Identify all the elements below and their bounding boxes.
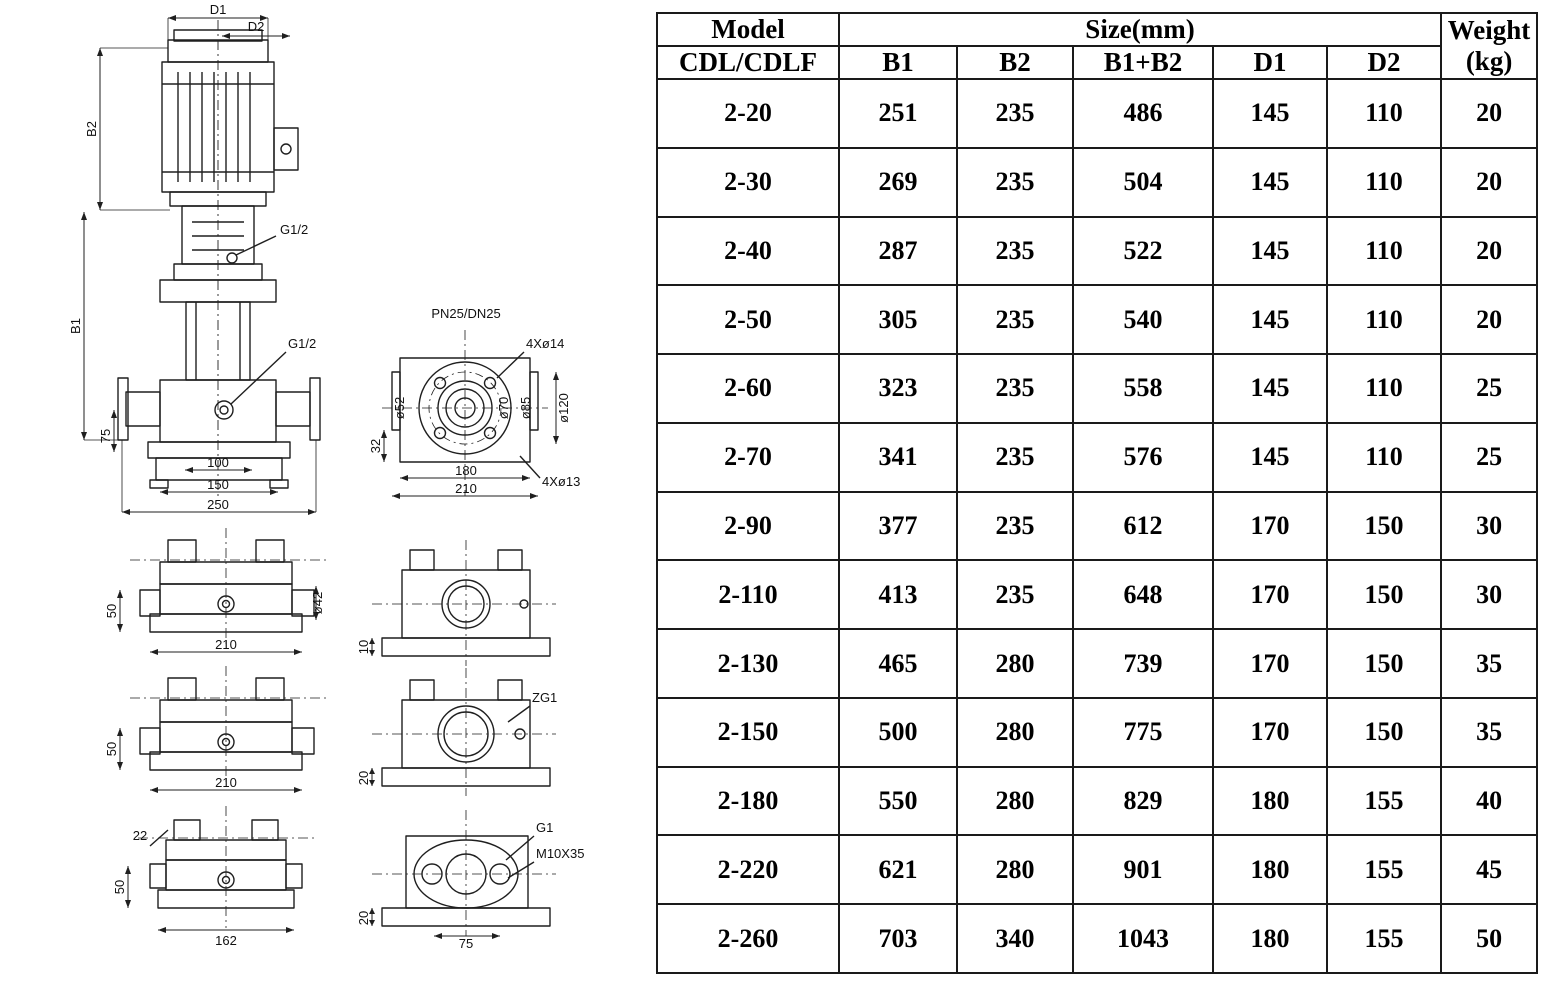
cell-d2: 110	[1327, 423, 1441, 492]
cell-b2: 235	[957, 492, 1073, 561]
cell-d2: 150	[1327, 698, 1441, 767]
label-150: 150	[207, 477, 229, 492]
cell-d1: 170	[1213, 560, 1327, 629]
label-100: 100	[207, 455, 229, 470]
cell-d1: 170	[1213, 492, 1327, 561]
cell-b1: 550	[839, 767, 957, 836]
cell-sum: 504	[1073, 148, 1213, 217]
label-g12-upper: G1/2	[280, 222, 309, 237]
cell-b2: 235	[957, 217, 1073, 286]
label-zg1: ZG1	[532, 690, 558, 705]
cell-model: 2-70	[657, 423, 839, 492]
header-sub-model: CDL/CDLF	[657, 46, 839, 79]
cell-d2: 155	[1327, 904, 1441, 973]
cell-weight: 45	[1441, 835, 1537, 904]
cell-weight: 25	[1441, 354, 1537, 423]
cell-model: 2-20	[657, 79, 839, 148]
label-d85: ø85	[518, 396, 533, 420]
table-row	[657, 148, 1537, 217]
cell-d2: 110	[1327, 285, 1441, 354]
table-row	[657, 767, 1537, 836]
label-m10: M10X35	[536, 846, 585, 861]
label-b1: B1	[68, 318, 83, 334]
cell-model: 2-30	[657, 148, 839, 217]
cell-weight: 30	[1441, 560, 1537, 629]
cell-b1: 465	[839, 629, 957, 698]
label-20-b: 20	[356, 770, 371, 786]
label-g1: G1	[536, 820, 554, 835]
cell-b1: 377	[839, 492, 957, 561]
cell-model: 2-220	[657, 835, 839, 904]
label-d42: ø42	[310, 591, 325, 615]
label-50-b: 50	[104, 741, 119, 757]
cell-weight: 20	[1441, 79, 1537, 148]
header-model: Model	[657, 13, 839, 46]
cell-model: 2-260	[657, 904, 839, 973]
label-d120: ø120	[556, 393, 571, 423]
cell-model: 2-110	[657, 560, 839, 629]
cell-d2: 110	[1327, 148, 1441, 217]
cell-model: 2-150	[657, 698, 839, 767]
table-row	[657, 629, 1537, 698]
label-g12-lower: G1/2	[288, 336, 317, 351]
cell-sum: 829	[1073, 767, 1213, 836]
label-d2: D2	[247, 19, 265, 34]
header-weight-line1: Weight	[1447, 14, 1531, 45]
header-sub-b1: B1	[839, 46, 957, 79]
cell-sum: 540	[1073, 285, 1213, 354]
cell-sum: 775	[1073, 698, 1213, 767]
table-row	[657, 904, 1537, 973]
cell-d2: 155	[1327, 767, 1441, 836]
cell-b1: 287	[839, 217, 957, 286]
label-250: 250	[207, 497, 229, 512]
label-75-base: 75	[458, 936, 474, 951]
cell-b1: 621	[839, 835, 957, 904]
pump-dimension-drawing	[0, 0, 648, 1000]
table-row	[657, 492, 1537, 561]
cell-b2: 280	[957, 698, 1073, 767]
cell-sum: 1043	[1073, 904, 1213, 973]
cell-d1: 180	[1213, 904, 1327, 973]
cell-d1: 180	[1213, 767, 1327, 836]
cell-b1: 269	[839, 148, 957, 217]
cell-weight: 40	[1441, 767, 1537, 836]
cell-sum: 486	[1073, 79, 1213, 148]
cell-d1: 145	[1213, 217, 1327, 286]
cell-b2: 235	[957, 79, 1073, 148]
cell-b2: 235	[957, 148, 1073, 217]
label-210-b: 210	[215, 775, 237, 790]
cell-d2: 110	[1327, 354, 1441, 423]
table-row	[657, 354, 1537, 423]
cell-d2: 150	[1327, 629, 1441, 698]
cell-b2: 280	[957, 835, 1073, 904]
cell-sum: 648	[1073, 560, 1213, 629]
label-d1: D1	[209, 2, 227, 17]
table-body	[657, 79, 1537, 973]
cell-model: 2-90	[657, 492, 839, 561]
cell-sum: 901	[1073, 835, 1213, 904]
cell-weight: 20	[1441, 217, 1537, 286]
cell-d2: 155	[1327, 835, 1441, 904]
table-row	[657, 698, 1537, 767]
cell-sum: 576	[1073, 423, 1213, 492]
cell-b1: 341	[839, 423, 957, 492]
label-210-flange: 210	[455, 481, 477, 496]
label-holes-14: 4Xø14	[526, 336, 565, 351]
cell-weight: 35	[1441, 629, 1537, 698]
cell-d2: 110	[1327, 79, 1441, 148]
cell-model: 2-60	[657, 354, 839, 423]
header-sub-d1: D1	[1213, 46, 1327, 79]
cell-d2: 110	[1327, 217, 1441, 286]
cell-d1: 170	[1213, 698, 1327, 767]
label-d52: ø52	[392, 396, 407, 420]
cell-weight: 20	[1441, 285, 1537, 354]
header-size: Size(mm)	[839, 13, 1441, 46]
cell-weight: 25	[1441, 423, 1537, 492]
cell-sum: 612	[1073, 492, 1213, 561]
cell-weight: 20	[1441, 148, 1537, 217]
label-10: 10	[356, 639, 371, 655]
cell-b2: 235	[957, 354, 1073, 423]
cell-d2: 150	[1327, 492, 1441, 561]
label-32: 32	[368, 438, 383, 454]
cell-model: 2-130	[657, 629, 839, 698]
label-22: 22	[132, 828, 148, 843]
cell-b1: 413	[839, 560, 957, 629]
cell-sum: 739	[1073, 629, 1213, 698]
label-holes-13: 4Xø13	[542, 474, 581, 489]
cell-model: 2-180	[657, 767, 839, 836]
cell-b2: 235	[957, 285, 1073, 354]
cell-model: 2-50	[657, 285, 839, 354]
cell-b2: 280	[957, 629, 1073, 698]
label-210-a: 210	[215, 637, 237, 652]
cell-d1: 170	[1213, 629, 1327, 698]
cell-b1: 703	[839, 904, 957, 973]
table-row	[657, 285, 1537, 354]
cell-d1: 145	[1213, 79, 1327, 148]
spec-table-panel	[656, 12, 1536, 974]
table-header-row-1	[657, 13, 1537, 46]
cell-sum: 522	[1073, 217, 1213, 286]
header-weight	[1441, 13, 1537, 79]
header-sub-b2: B2	[957, 46, 1073, 79]
cell-model: 2-40	[657, 217, 839, 286]
label-180: 180	[455, 463, 477, 478]
cell-d1: 145	[1213, 423, 1327, 492]
label-d70: ø70	[496, 396, 511, 420]
header-sub-d2: D2	[1327, 46, 1441, 79]
pump-dimension-table	[656, 12, 1538, 974]
table-row	[657, 217, 1537, 286]
cell-d1: 145	[1213, 285, 1327, 354]
cell-b1: 305	[839, 285, 957, 354]
label-50-c: 50	[112, 879, 127, 895]
table-row	[657, 79, 1537, 148]
header-weight-line2: (kg)	[1465, 46, 1513, 76]
cell-weight: 35	[1441, 698, 1537, 767]
cell-d1: 145	[1213, 148, 1327, 217]
table-row	[657, 835, 1537, 904]
cell-b1: 251	[839, 79, 957, 148]
table-header-row-2	[657, 46, 1537, 79]
cell-weight: 50	[1441, 904, 1537, 973]
cell-b1: 323	[839, 354, 957, 423]
cell-b2: 280	[957, 767, 1073, 836]
table-row	[657, 560, 1537, 629]
cell-d1: 180	[1213, 835, 1327, 904]
cell-d2: 150	[1327, 560, 1441, 629]
label-50-a: 50	[104, 603, 119, 619]
cell-weight: 30	[1441, 492, 1537, 561]
cell-b2: 235	[957, 423, 1073, 492]
cell-sum: 558	[1073, 354, 1213, 423]
label-162: 162	[215, 933, 237, 948]
cell-b2: 235	[957, 560, 1073, 629]
technical-drawing-panel	[0, 0, 648, 1000]
table-row	[657, 423, 1537, 492]
label-20-c: 20	[356, 910, 371, 926]
label-75: 75	[98, 428, 113, 444]
label-b2: B2	[84, 121, 99, 137]
cell-b2: 340	[957, 904, 1073, 973]
cell-d1: 145	[1213, 354, 1327, 423]
label-flange-note: PN25/DN25	[431, 306, 501, 321]
cell-b1: 500	[839, 698, 957, 767]
header-sub-sum: B1+B2	[1073, 46, 1213, 79]
